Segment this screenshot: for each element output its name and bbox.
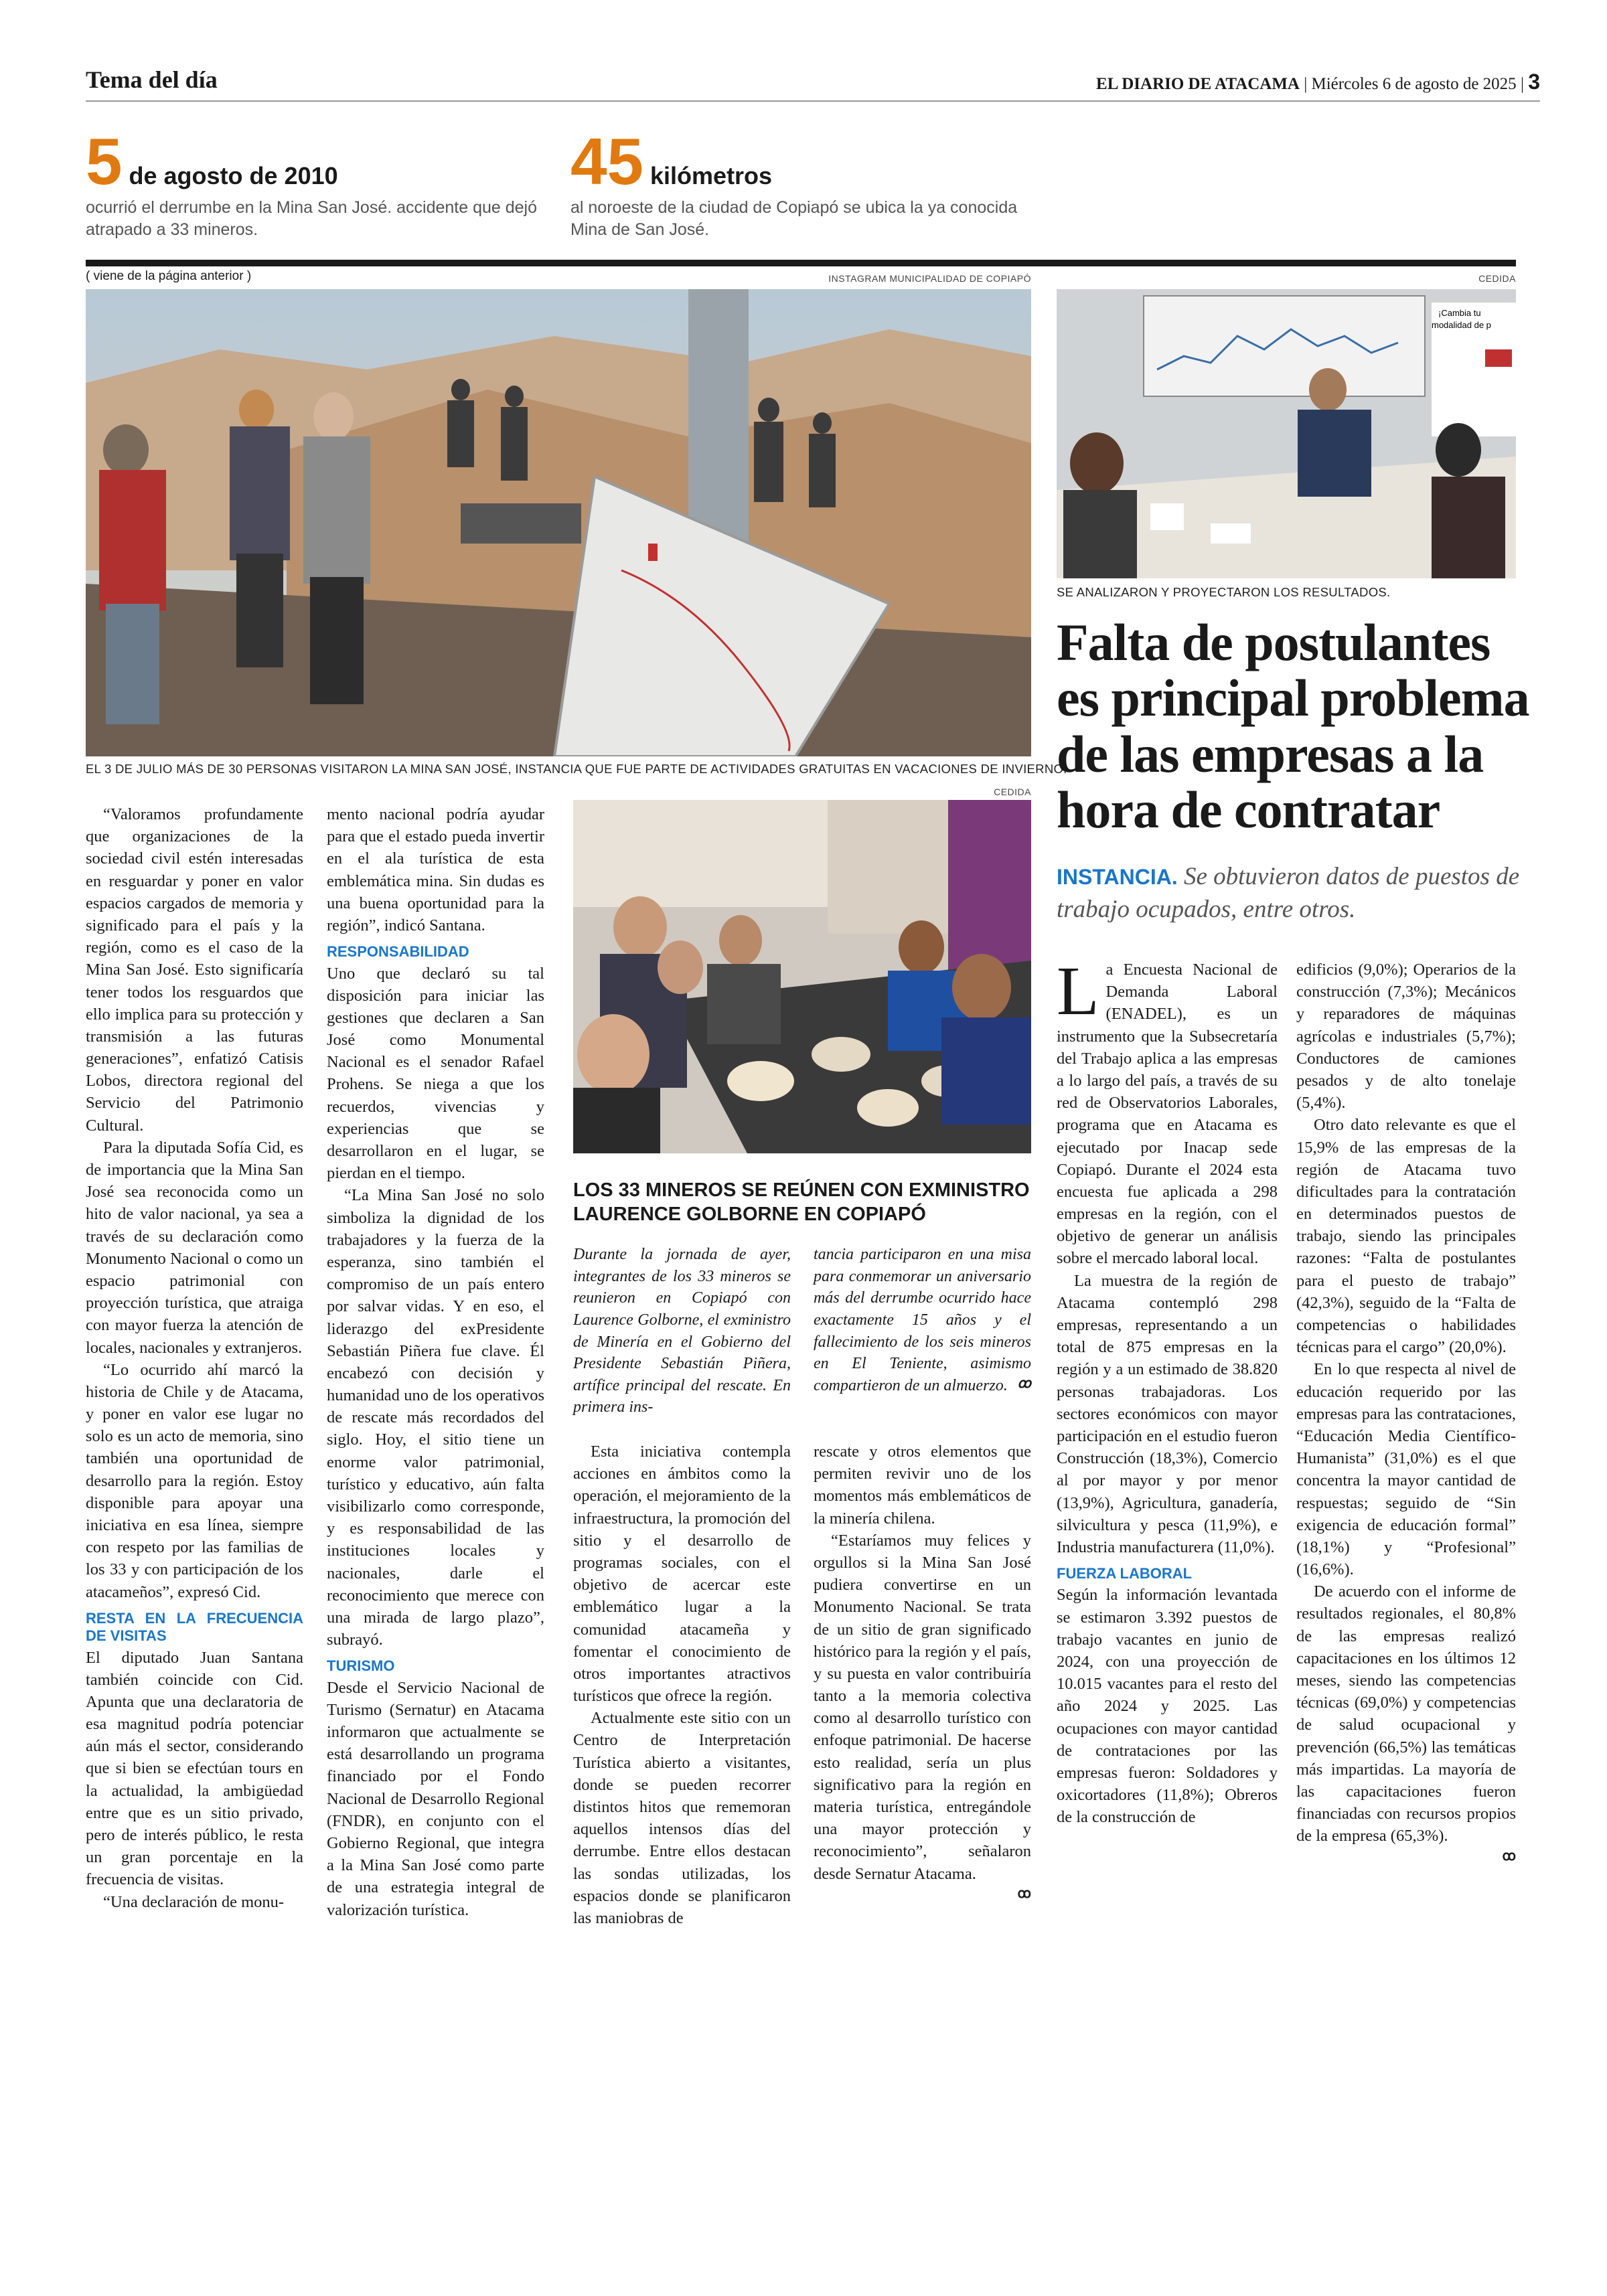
paragraph: Actualmente este sitio con un Centro de Interpretación Turística abierto a visitantes, donde se pueden recorrer distintos hitos que rememoran aquellos intensos días del derrumbe. Entre ellos destacan las sondas utilizadas, los espacios donde se planificaron las maniobras de bbox=[573, 1709, 791, 1927]
end-mark: ꝏ bbox=[1017, 1376, 1031, 1391]
article2-kicker bbox=[1057, 861, 1525, 926]
paragraph: Según la información levantada se estimaron 3.392 puestos de trabajo vacantes en junio de 2024, con una proyección de 10.015 vacantes para el resto del año 2024 y 2025. Las ocupaciones con mayor cantidad de contrataciones por las empresas fueron: Soldadores y oxicortadores (11,8%); Obreros de la construcción de bbox=[1057, 1586, 1278, 1827]
meeting-illustration bbox=[1057, 289, 1516, 578]
fact-unit: kilómetros bbox=[650, 162, 773, 189]
box-text-right: tancia participaron en una misa para conmemorar un aniversario más del derrumbe ocurrido hace exactamente 15 años y el fallecimiento de los seis mineros en El Teniente, asimismo compartieron de un almuerzo. ꝏ bbox=[814, 1246, 1031, 1394]
meeting-photo bbox=[1057, 289, 1516, 578]
section-rule bbox=[86, 260, 1516, 266]
paragraph: edificios (9,0%); Operarios de la construcción (7,3%); Mecánicos y reparadores de máquinas agrícolas e industriales (5,7%); Conductores de camiones pesados y de alto tonelaje (5,4%). bbox=[1296, 961, 1516, 1113]
issue-date: Miércoles 6 de agosto de 2025 bbox=[1311, 75, 1517, 93]
article2-column-1 bbox=[1057, 953, 1278, 1829]
article1-column-4 bbox=[814, 1441, 1031, 1903]
continued-note: ( viene de la página anterior ) bbox=[86, 269, 252, 283]
fact-number: 5 bbox=[86, 125, 123, 198]
fact-unit: de agosto de 2010 bbox=[129, 162, 338, 189]
article1-column-2 bbox=[327, 803, 544, 1921]
fact-distance bbox=[570, 125, 1079, 240]
fact-number: 45 bbox=[570, 125, 644, 198]
kicker-text: Se obtuvieron datos de puestos de trabajo ocupados, entre otros. bbox=[1057, 863, 1520, 923]
paragraph: Esta iniciativa contempla acciones en ámbitos como la operación, el mejoramiento de la infraestructura, la promoción del sitio y el desarrollo de programas sociales, con el objetivo de acercar este emblemático lugar a la comunidad atacameña y fomentar el conocimiento de otros importantes atractivos turísticos que ofrece la región. bbox=[573, 1443, 791, 1706]
subheading: TURISMO bbox=[327, 1657, 395, 1675]
paragraph: mento nacional podría ayudar para que el estado pueda invertir en el ala turística de esta emblemática mina. Sin dudas es una buena oportunidad para la región”, indicó Santana. bbox=[327, 805, 544, 934]
mine-visit-illustration bbox=[86, 289, 1031, 756]
fact-date bbox=[86, 125, 554, 240]
paragraph: Uno que declaró su tal disposición para iniciar las gestiones que declaren a San José como Monumental Nacional es el senador Rafael Prohens. Se niega a que los recuerdos, vivencias y experiencias que se desarrollaron en el lugar, se pierdan en el tiempo. bbox=[327, 964, 544, 1183]
subheading: RESPONSABILIDAD bbox=[327, 943, 469, 961]
subheading: RESTA EN LA FRECUENCIA DE VISITAS bbox=[86, 1609, 303, 1645]
paragraph: La muestra de la región de Atacama contempló 298 empresas, representando a un total de 875 empresas en la región y a un estimado de 38.820 personas trabajadoras. Los sectores económicos con mayor participación en el estudio fueron Construcción (18,3%), Comercio al por mayor y por menor (13,9%), Agricultura, ganadería, silvicultura y pesca (11,9%), e Industria manufacturera (11,0%). bbox=[1057, 1271, 1278, 1556]
box-text-left: Durante la jornada de ayer, integrantes de los 33 mineros se reunieron en Copiapó con Laurence Golborne, el exministro de Minería en el Gobierno del Presidente Sebastián Piñera, artífice principal del rescate. En primera ins- bbox=[573, 1246, 791, 1416]
article2-column-2 bbox=[1296, 959, 1516, 1866]
mine-visit-photo bbox=[86, 289, 1031, 756]
paragraph: “La Mina San José no solo simboliza la dignidad de los trabajadores y la fuerza de la esperanza, sino también el compromiso de un país entero por salvar vidas. Y en eso, el liderazgo del exPresidente Sebastián Piñera fue clave. Él encabezó con decisión y humanidad uno de los operativos de rescate más recordados del siglo. Hoy, el sitio tiene un enorme valor patrimonial, turístico y educativo, aún falta visibilizarlo como corresponde, y es responsabilidad de las instituciones locales y nacionales, darle el reconocimiento que merece con una mirada de largo plazo”, subrayó. bbox=[327, 1186, 544, 1649]
paper-name: EL DIARIO DE ATACAMA bbox=[1096, 75, 1300, 93]
article1-column-1 bbox=[86, 803, 303, 1913]
paragraph: Otro dato relevante es que el 15,9% de las empresas de la región de Atacama tuvo dificultades para la contratación en determinados puestos de trabajo, siendo las principales razones: “Falta de postulantes para el puesto de trabajo” (42,3%), seguido de la “Falta de competencias o habilidades técnicas para el cargo” (20,0%). bbox=[1296, 1116, 1516, 1357]
paragraph: Desde el Servicio Nacional de Turismo (Sernatur) en Atacama informaron que actualmente se está desarrollando un programa financiado por el Fondo Nacional de Desarrollo Regional (FNDR), en conjunto con el Gobierno Regional, que integra a la Mina San José como parte de una estrategia integral de valorización turística. bbox=[327, 1678, 544, 1919]
article1-column-3 bbox=[573, 1441, 791, 1929]
fact-description: ocurrió el derrumbe en la Mina San José. accidente que dejó atrapado a 33 mineros. bbox=[86, 198, 538, 239]
paragraph: De acuerdo con el informe de resultados regionales, el 80,8% de las empresas realizó capacitaciones en los últimos 12 meses, siendo las competencias técnicas (69,0%) y competencias de salud ocupacional y prevención (66,5%) las temáticas más impartidas. La mayoría de las capacitaciones fueron financiadas con recursos propios de la empresa (65,3%). bbox=[1296, 1582, 1516, 1846]
end-mark: ꝏ bbox=[1017, 1886, 1031, 1901]
main-photo-caption: EL 3 DE JULIO MÁS DE 30 PERSONAS VISITARON LA MINA SAN JOSÉ, INSTANCIA QUE FUE PARTE DE ACTIVIDADES GRATUITAS EN VACACIONES DE INVIERNO. bbox=[86, 762, 1067, 776]
photo-credit: CEDIDA bbox=[994, 787, 1031, 797]
paragraph: Para la diputada Sofía Cid, es de importancia que la Mina San José sea reconocida como un hito de valor nacional, ya sea a través de su declaración como Monumento Nacional o como un espacio patrimonial con proyección turística, que atraiga con mayor fuerza la atención de locales, nacionales y extranjeros. bbox=[86, 1138, 303, 1357]
meeting-photo-caption: SE ANALIZARON Y PROYECTARON LOS RESULTADOS. bbox=[1057, 585, 1391, 599]
paragraph: rescate y otros elementos que permiten revivir uno de los momentos más emblemáticos de la minería chilena. bbox=[814, 1443, 1031, 1528]
section-title: Tema del día bbox=[86, 66, 218, 93]
kicker-tag: INSTANCIA. bbox=[1057, 865, 1178, 889]
masthead: EL DIARIO DE ATACAMA | Miércoles 6 de agosto de 2025 | 3 bbox=[1096, 70, 1540, 94]
slide-text: ¡Cambia tu bbox=[1438, 308, 1481, 318]
miners-lunch-illustration bbox=[573, 800, 1031, 1153]
drop-cap: L bbox=[1057, 953, 1099, 1030]
miners-lunch-photo bbox=[573, 800, 1031, 1153]
paragraph: “Estaríamos muy felices y orgullos si la Mina San José pudiera convertirse en un Monumento Nacional. Se trata de un sitio de gran significado histórico para la región y el país, y su puesta en valor contribuiría tanto a la memoria colectiva como al desarrollo turístico con enfoque patrimonial. De hacerse esto realidad, sería un plus significativo para la región en materia turística, entregándole una mayor protección y reconocimiento”, señalaron desde Sernatur Atacama. bbox=[814, 1531, 1031, 1883]
article2-headline: Falta de postulantes es principal problema de las empresas a la hora de contratar bbox=[1057, 613, 1529, 839]
fact-description: al noroeste de la ciudad de Copiapó se ubica la ya conocida Mina de San José. bbox=[570, 198, 1018, 239]
photo-credit: CEDIDA bbox=[1478, 273, 1516, 284]
paragraph: La Encuesta Nacional de Demanda Laboral (ENADEL), es un instrumento que la Subsecretaría del Trabajo aplica a las empresas a lo largo del país, a través de su red de Observatorios Laborales, programa que en Atacama es ejecutado por Inacap sede Copiapó. Durante el 2024 esta encuesta fue aplicada a 298 empresas en la región, con el objetivo de generar un análisis sobre el mercado laboral local. bbox=[1057, 953, 1278, 1268]
photo-credit: INSTAGRAM MUNICIPALIDAD DE COPIAPÓ bbox=[828, 273, 1031, 284]
paragraph: “Lo ocurrido ahí marcó la historia de Chile y de Atacama, y poner en valor ese lugar no solo es un acto de memoria, sino también una oportunidad de desarrollo para la región. Estoy disponible para apoyar una iniciativa en esa línea, siempre con respeto por las familias de los 33 y con participación de los atacameños”, expresó Cid. bbox=[86, 1360, 303, 1601]
page-number: 3 bbox=[1528, 70, 1540, 94]
subheading: FUERZA LABORAL bbox=[1057, 1565, 1193, 1582]
end-mark: ꝏ bbox=[1502, 1848, 1516, 1864]
header-rule bbox=[86, 100, 1540, 102]
paragraph: El diputado Juan Santana también coincide con Cid. Apunta que una declaratoria de esa magnitud podría potenciar aún más el sector, considerando que si bien se efectúan tours en la actualidad, la ambigüedad entre que es un sitio privado, pero de interés público, le resta un gran porcentaje en la frecuencia de visitas. bbox=[86, 1648, 303, 1889]
box-headline: LOS 33 MINEROS SE REÚNEN CON EXMINISTRO LAURENCE GOLBORNE EN COPIAPÓ bbox=[573, 1179, 1030, 1226]
paragraph: En lo que respecta al nivel de educación requerido por las empresas para las contrataciones, “Educación Media Científico-Humanista” (31,0%) es el que concentra la mayor cantidad de respuestas; seguido de “Sin exigencia de educación formal” (18,1%) y “Profesional” (16,6%). bbox=[1296, 1360, 1516, 1579]
paragraph: “Una declaración de monu- bbox=[103, 1892, 285, 1911]
paragraph: “Valoramos profundamente que organizaciones de la sociedad civil estén interesadas en resguardar y poner en valor espacios cargados de memoria y significado para el país y la región, como es el caso de la Mina San José. Esto significaría tener todos los resguardos que ello implica para su protección y transmisión a las futuras generaciones”, enfatizó Catisis Lobos, directora regional del Servicio del Patrimonio Cultural. bbox=[86, 805, 303, 1135]
slide-text: modalidad de p bbox=[1432, 320, 1491, 330]
